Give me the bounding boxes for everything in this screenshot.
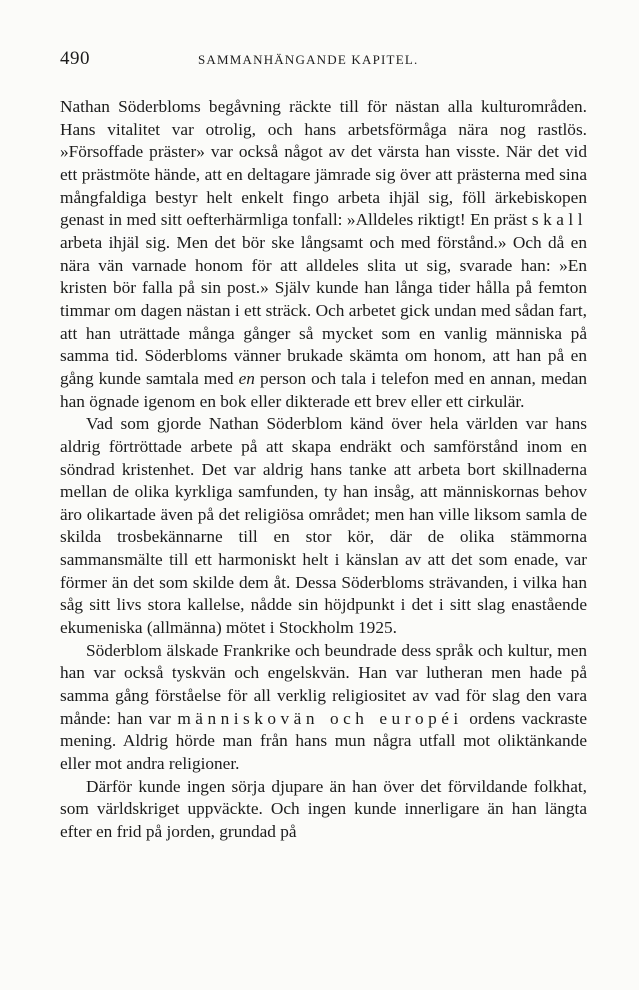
- page-number: 490: [60, 48, 90, 69]
- italic-emphasis: en: [238, 368, 255, 388]
- text-run: Söderblom älskade Frankrike och beundrade dess språk och kultur, men han var också tyskvän och engelskvän. Han var lutheran men hade på samma gång förståelse för all verklig religiositet av vad för slag den vara månde: han var: [60, 640, 587, 728]
- spaced-emphasis: människovän och européi: [177, 708, 463, 728]
- running-title: SAMMANHÄNGANDE KAPITEL.: [198, 52, 419, 67]
- text-run: arbeta ihjäl sig. Men det bör ske långsamt och med förstånd.» Och då en nära vän varnade honom för att alldeles slita ut sig, svarade han: »En kristen bör falla på sin post.» Själv kunde han långa tider hålla på femton timmar om dagen nästan i ett sträck. Och arbetet gick undan med sådan fart, att han uträttade många gånger så mycket som en vanlig människa på samma tid. Söderbloms vänner brukade skämta om honom, att han på en gång kunde samtala med: [60, 232, 587, 388]
- text-run: ordens vackraste mening. Aldrig hörde man från hans mun några utfall mot oliktänkande eller mot andra religioner.: [60, 708, 587, 774]
- text-run: Därför kunde ingen sörja djupare än han över det förvildande folkhat, som världskriget uppväckte. Och ingen kunde innerligare än han längta efter en frid på jorden, grundad på: [60, 776, 587, 841]
- paragraph: [60, 776, 587, 844]
- paragraph: [60, 96, 587, 413]
- spaced-emphasis: skall: [531, 210, 587, 230]
- body-text: [60, 96, 587, 844]
- page-header: [60, 48, 580, 74]
- text-run: person och tala i telefon med en annan, medan han ögnade igenom en bok eller dikterade ett brev eller ett cirkulär.: [60, 368, 588, 411]
- text-run: Nathan Söderbloms begåvning räckte till för nästan alla kulturområden. Hans vitalitet var otrolig, och hans arbetsförmåga nära nog rastlös. »Försoffade präster» var också något av det värsta han visste. När det vid ett prästmöte hände, att en deltagare jämrade sig över att prästerna med sina mångfaldiga bestyr helt enkelt fingo arbeta ihjäl sig, föll ärkebiskopen genast in med sitt oefterhärmliga tonfall: »Alldeles riktigt! En präst: [60, 97, 587, 230]
- paragraph: [60, 413, 587, 640]
- text-run: Vad som gjorde Nathan Söderblom känd över hela världen var hans aldrig förtröttade arbete på att skapa endräkt och samförstånd inom en söndrad kristenhet. Det var aldrig hans tanke att arbeta bort skillnaderna mellan de olika kyrkliga samfunden, ty han insåg, att människornas behov äro olikartade även på det religiösa området; men han ville liksom samla de skilda trosbekännarne till en stor kör, där de olika stämmorna sammansmälte till ett harmoniskt helt i känslan av att det som enade, var förmer än det som skilde dem åt. Dessa Söderbloms strävanden, i vilka han såg sitt livs stora kallelse, nådde sin höjdpunkt i det i sitt slag enastående ekumeniska (allmänna) mötet i Stockholm 1925.: [60, 414, 587, 638]
- paragraph: [60, 640, 587, 776]
